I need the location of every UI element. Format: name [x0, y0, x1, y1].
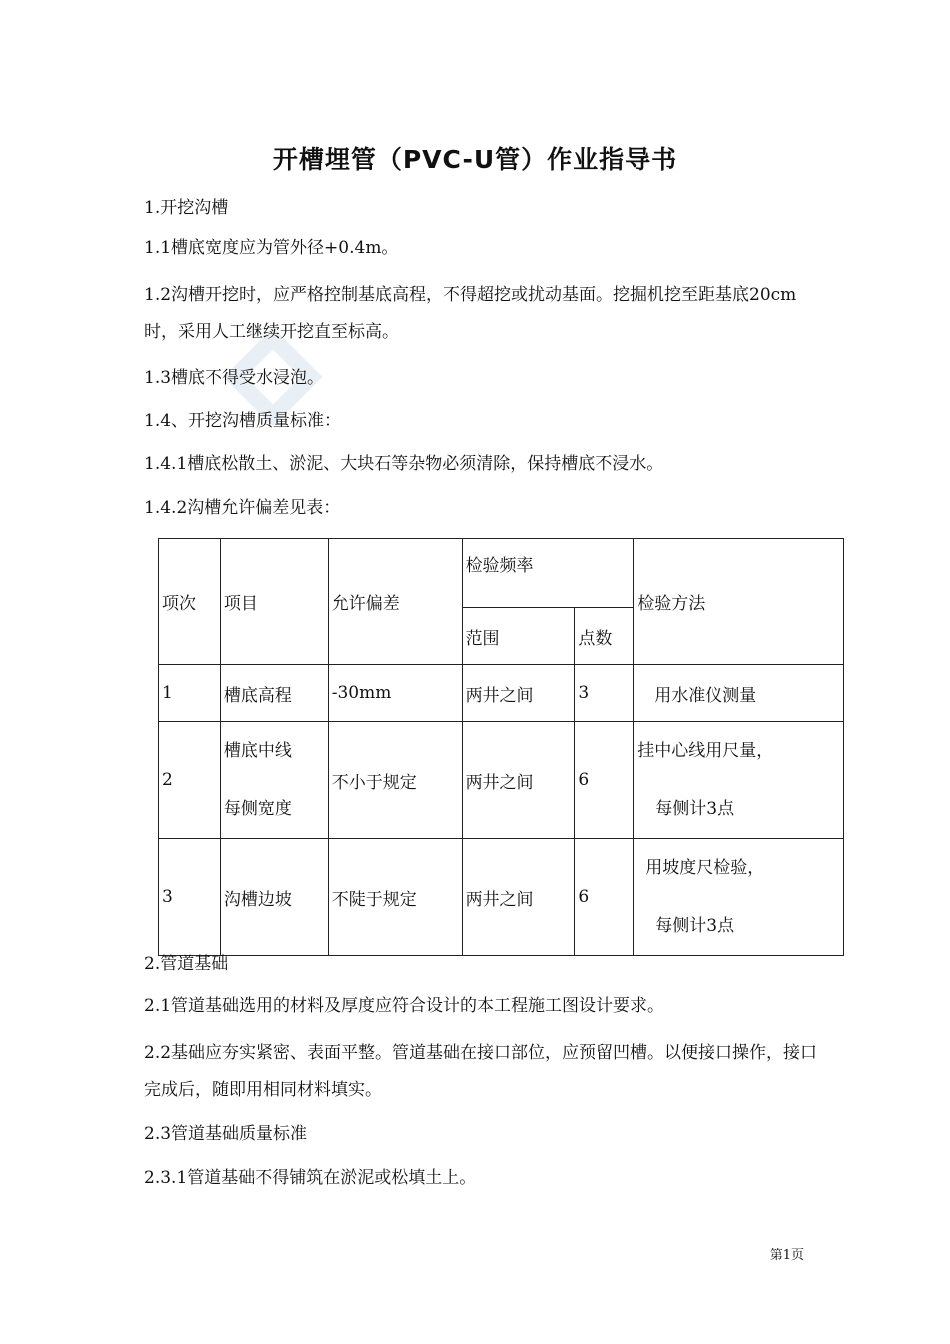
cell-range: 两井之间	[462, 665, 575, 722]
paragraph-2-3: 2.3管道基础质量标准	[144, 1124, 308, 1144]
cell-method-line: 每侧计3点	[655, 916, 735, 936]
paragraph-1-4-2: 1.4.2沟槽允许偏差见表：	[144, 498, 341, 518]
cell-seq: 2	[159, 722, 221, 839]
cell-range: 两井之间	[462, 722, 575, 839]
paragraph-1-2: 1.2沟槽开挖时，应严格控制基底高程，不得超挖或扰动基面。挖掘机挖至距基底20cm时，采用人工继续开挖直至标高。	[144, 285, 797, 342]
cell-item-line: 每侧宽度	[223, 799, 292, 819]
cell-points: 6	[575, 839, 634, 956]
paragraph-2-1: 2.1管道基础选用的材料及厚度应符合设计的本工程施工图设计要求。	[144, 996, 665, 1016]
cell-seq: 3	[159, 839, 221, 956]
header-frequency: 检验频率	[462, 539, 634, 608]
header-method: 检验方法	[634, 539, 844, 665]
section-heading-excavation: 1.开挖沟槽	[144, 198, 229, 218]
header-item: 项目	[220, 539, 328, 665]
cell-method	[634, 722, 844, 839]
cell-tolerance: 不小于规定	[328, 722, 462, 839]
paragraph-2-3-1: 2.3.1管道基础不得铺筑在淤泥或松填土上。	[144, 1168, 477, 1188]
cell-method-line: 用坡度尺检验，	[645, 858, 765, 878]
cell-seq: 1	[159, 665, 221, 722]
header-points: 点数	[575, 608, 634, 665]
document-title: 开槽埋管（PVC-U管）作业指导书	[272, 145, 678, 174]
section-heading-foundation: 2.管道基础	[144, 954, 229, 974]
cell-tolerance: -30mm	[328, 665, 462, 722]
paragraph-2-2: 2.2基础应夯实紧密、表面平整。管道基础在接口部位，应预留凹槽。以便接口操作，接口完成后，随即用相同材料填实。	[144, 1043, 818, 1100]
header-tolerance: 允许偏差	[328, 539, 462, 665]
header-seq: 项次	[159, 539, 221, 665]
cell-method-line: 每侧计3点	[655, 799, 735, 819]
cell-method-line: 挂中心线用尺量，	[637, 741, 774, 761]
cell-item: 槽底高程	[220, 665, 328, 722]
cell-points: 6	[575, 722, 634, 839]
cell-item-line: 槽底中线	[223, 741, 292, 761]
cell-method: 用水准仪测量	[634, 665, 844, 722]
table-header-row	[159, 539, 844, 608]
deviation-table	[158, 538, 844, 956]
table-row	[159, 722, 844, 839]
cell-tolerance: 不陡于规定	[328, 839, 462, 956]
cell-points: 3	[575, 665, 634, 722]
cell-item	[220, 722, 328, 839]
paragraph-1-3: 1.3槽底不得受水浸泡。	[144, 368, 325, 388]
table-row	[159, 839, 844, 956]
table-row	[159, 665, 844, 722]
cell-item: 沟槽边坡	[220, 839, 328, 956]
paragraph-1-4-1: 1.4.1槽底松散土、淤泥、大块石等杂物必须清除，保持槽底不浸水。	[144, 454, 664, 474]
cell-range: 两井之间	[462, 839, 575, 956]
page-number: 第1页	[769, 1248, 804, 1263]
paragraph-1-4: 1.4、开挖沟槽质量标准：	[144, 411, 342, 431]
cell-method	[634, 839, 844, 956]
header-range: 范围	[462, 608, 575, 665]
paragraph-1-1: 1.1槽底宽度应为管外径+0.4m。	[144, 238, 399, 258]
